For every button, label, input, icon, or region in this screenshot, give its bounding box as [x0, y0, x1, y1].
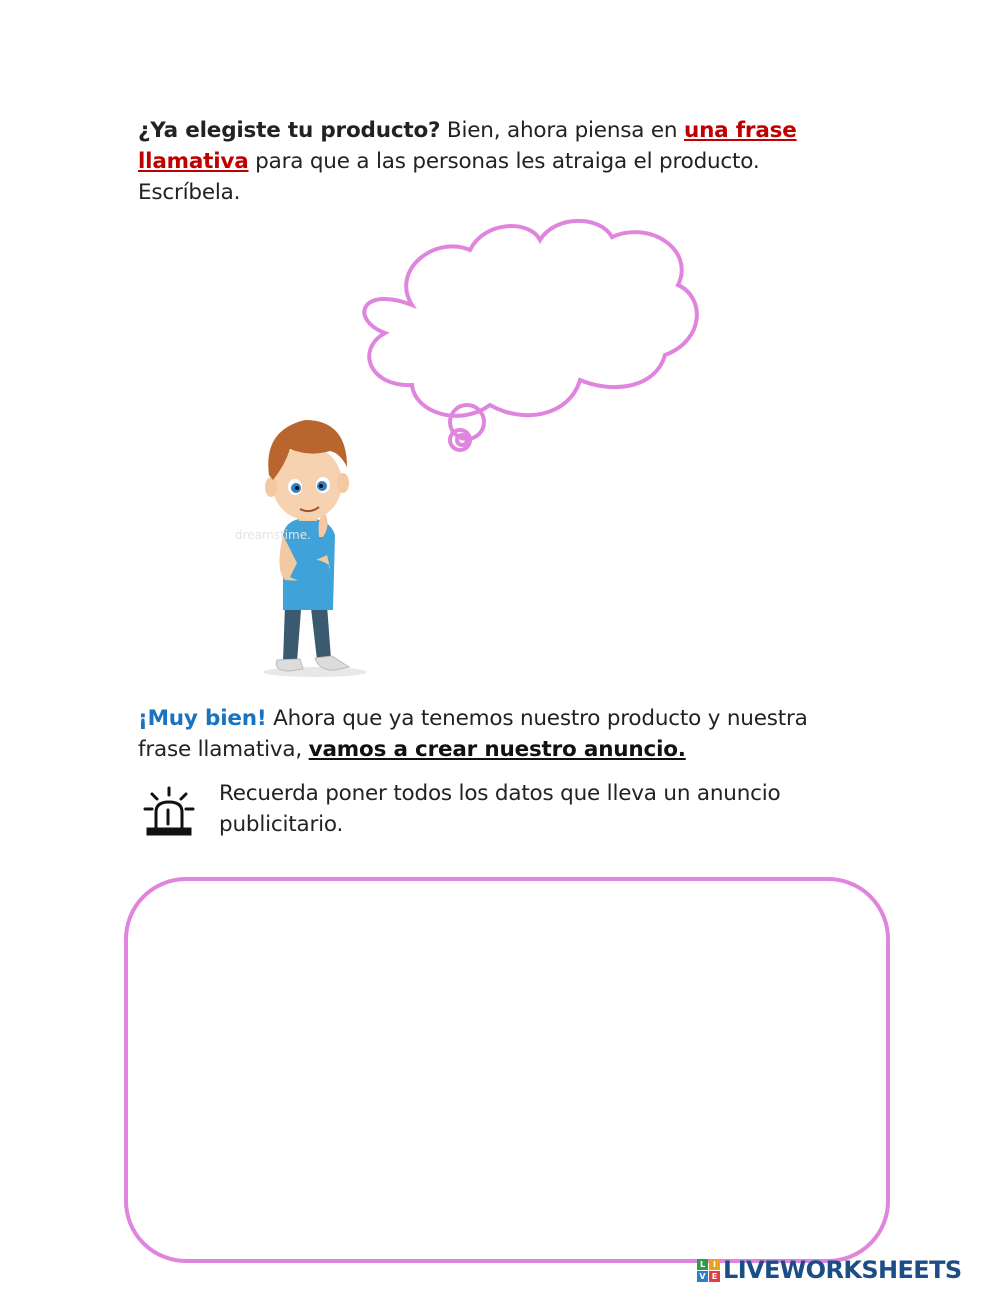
logo-block-e: E	[709, 1271, 720, 1282]
thought-cloud[interactable]	[350, 215, 710, 460]
praise-text: Ahora que ya tenemos nuestro producto y nuestra frase llamativa,	[138, 706, 808, 762]
praise-emphasis: vamos a crear nuestro anuncio.	[308, 737, 686, 762]
instruction-paragraph	[138, 115, 838, 208]
thinking-boy-icon	[235, 405, 375, 680]
logo-block-i: I	[709, 1259, 720, 1270]
logo-block-l: L	[697, 1259, 708, 1270]
reminder-text: Recuerda poner todos los datos que lleva un anuncio publicitario.	[219, 781, 781, 837]
liveworksheets-logo	[697, 1255, 962, 1285]
logo-block-v: V	[697, 1271, 708, 1282]
question-text: ¿Ya elegiste tu producto?	[138, 118, 441, 143]
praise-paragraph	[138, 703, 838, 765]
praise-lead: ¡Muy bien!	[138, 706, 267, 731]
logo-wordmark: LIVEWORKSHEETS	[723, 1256, 962, 1284]
stock-watermark: dreamstime.	[235, 528, 311, 542]
logo-blocks	[697, 1259, 720, 1282]
instruction-text-end: para que a las personas les atraiga el producto. Escríbela.	[138, 149, 760, 205]
alarm-light-icon	[142, 786, 196, 838]
ad-answer-box[interactable]	[124, 877, 890, 1263]
instruction-text: Bien, ahora piensa en	[440, 118, 684, 143]
highlight-phrase: una frase llamativa	[138, 118, 797, 174]
